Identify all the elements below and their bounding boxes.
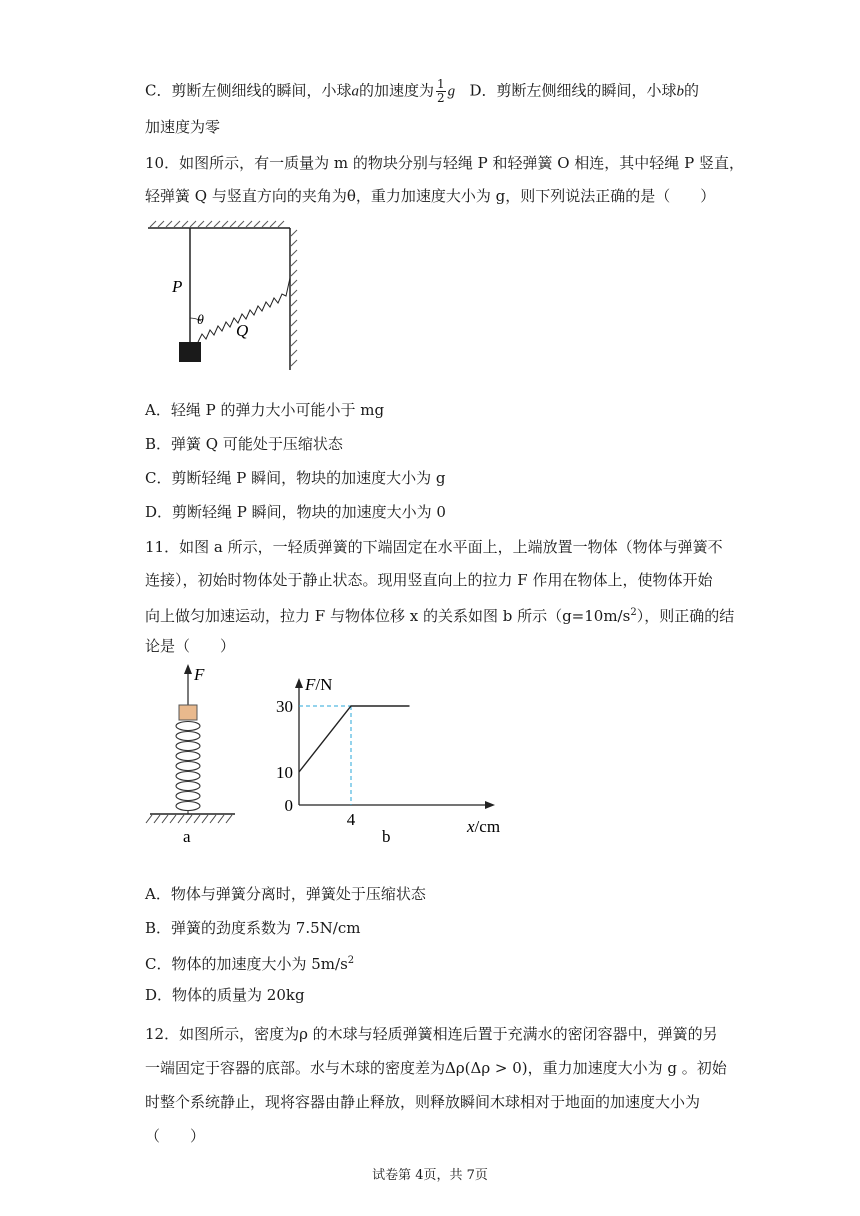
- superscript: 2: [630, 607, 637, 618]
- x-axis-arrow: [485, 801, 495, 809]
- y-axis-arrow: [295, 678, 303, 688]
- fraction-one-half: [436, 78, 446, 105]
- y-tick-label-30: 30: [276, 697, 293, 716]
- q12-stem-line-1: 12．如图所示，密度为ρ 的木球与轻质弹簧相连后置于充满水的密闭容器中，弹簧的另: [145, 1025, 718, 1043]
- q11-stem-line-1: 11．如图 a 所示，一轻质弹簧的下端固定在水平面上，上端放置一物体（物体与弹簧不: [145, 538, 723, 556]
- y-tick-label-0: 0: [284, 796, 293, 815]
- q12-stem-line-3: 时整个系统静止，现将容器由静止释放，则释放瞬间木球相对于地面的加速度大小为: [145, 1093, 701, 1111]
- x-tick-label-4: 4: [346, 810, 356, 829]
- ceiling-hatch: [150, 221, 284, 227]
- var-b: b: [676, 83, 684, 100]
- q10-figure: [140, 218, 310, 378]
- q9-option-c-d: [145, 78, 699, 105]
- q9-option-d-post: 的: [683, 81, 699, 100]
- x-axis-label: x/cm: [467, 817, 501, 836]
- q10-stem-line-1: 10．如图所示，有一质量为 m 的物块分别与轻绳 P 和轻弹簧 O 相连，其中轻绳 P 竖直，: [145, 154, 744, 172]
- wall-hatch: [291, 230, 297, 366]
- fraction-numerator: 1: [437, 77, 445, 91]
- q10-option-d: D．剪断轻绳 P 瞬间，物块的加速度大小为 0: [145, 503, 446, 521]
- y-axis-label: F/N: [305, 675, 333, 694]
- force-arrow-head: [184, 664, 192, 674]
- q9-option-c-text: C．剪断左侧细线的瞬间，小球: [145, 81, 352, 100]
- figure-a-label: a: [183, 827, 191, 846]
- label-force: F: [194, 665, 205, 684]
- q11-option-c: [145, 951, 354, 974]
- q12-stem-line-4: （ ）: [145, 1127, 206, 1145]
- q9-option-d-text: D．剪断左侧细线的瞬间，小球: [469, 81, 677, 100]
- var-a: a: [351, 83, 359, 100]
- q9-option-c-mid: 的加速度为: [358, 81, 434, 100]
- q11-figure-b-chart: [262, 660, 532, 850]
- q10-stem-line-2: 轻弹簧 Q 与竖直方向的夹角为θ，重力加速度大小为 g，则下列说法正确的是（ ）: [145, 187, 716, 205]
- q10-option-b: B．弹簧 Q 可能处于压缩状态: [145, 435, 343, 453]
- q11-stem-line-2: 连接），初始时物体处于静止状态。现用竖直向上的拉力 F 作用在物体上，使物体开始: [145, 571, 713, 589]
- q11-stem-line-3-end: ），则正确的结: [636, 607, 735, 625]
- q11-stem-line-3: [145, 603, 734, 626]
- figure-b-label: b: [382, 827, 391, 846]
- q11-stem-line-4: 论是（ ）: [145, 637, 236, 655]
- q11-option-b: B．弹簧的劲度系数为 7.5N/cm: [145, 919, 361, 937]
- series-line-0: [299, 706, 410, 772]
- object-block: [179, 705, 197, 720]
- q11-option-a: A．物体与弹簧分离时，弹簧处于压缩状态: [145, 885, 426, 903]
- coil-spring: [176, 722, 200, 811]
- block-m: [179, 342, 201, 362]
- fraction-denominator: 2: [437, 91, 445, 105]
- label-p: P: [172, 277, 183, 296]
- q11-option-d: D．物体的质量为 20kg: [145, 986, 305, 1004]
- q11-stem-line-3-text: 向上做匀加速运动，拉力 F 与物体位移 x 的关系如图 b 所示（g=10m/s: [145, 607, 631, 625]
- q9-option-d-continued: 加速度为零: [145, 118, 221, 136]
- q12-stem-line-2: 一端固定于容器的底部。水与木球的密度差为Δρ(Δρ > 0)，重力加速度大小为 g 。初始: [145, 1059, 727, 1077]
- q10-option-c: C．剪断轻绳 P 瞬间，物块的加速度大小为 g: [145, 469, 446, 487]
- y-tick-label-10: 10: [276, 763, 293, 782]
- var-g: g: [447, 83, 456, 100]
- superscript: 2: [347, 955, 355, 966]
- q10-option-a: A．轻绳 P 的弹力大小可能小于 mg: [145, 401, 385, 419]
- label-theta: θ: [197, 313, 204, 328]
- q11-figure-a: [140, 660, 250, 850]
- page-footer: 试卷第 4页，共 7页: [372, 1168, 488, 1183]
- label-q: Q: [236, 321, 249, 340]
- ground-hatch: [146, 815, 232, 823]
- q11-option-c-text: C．物体的加速度大小为 5m/s: [145, 955, 348, 973]
